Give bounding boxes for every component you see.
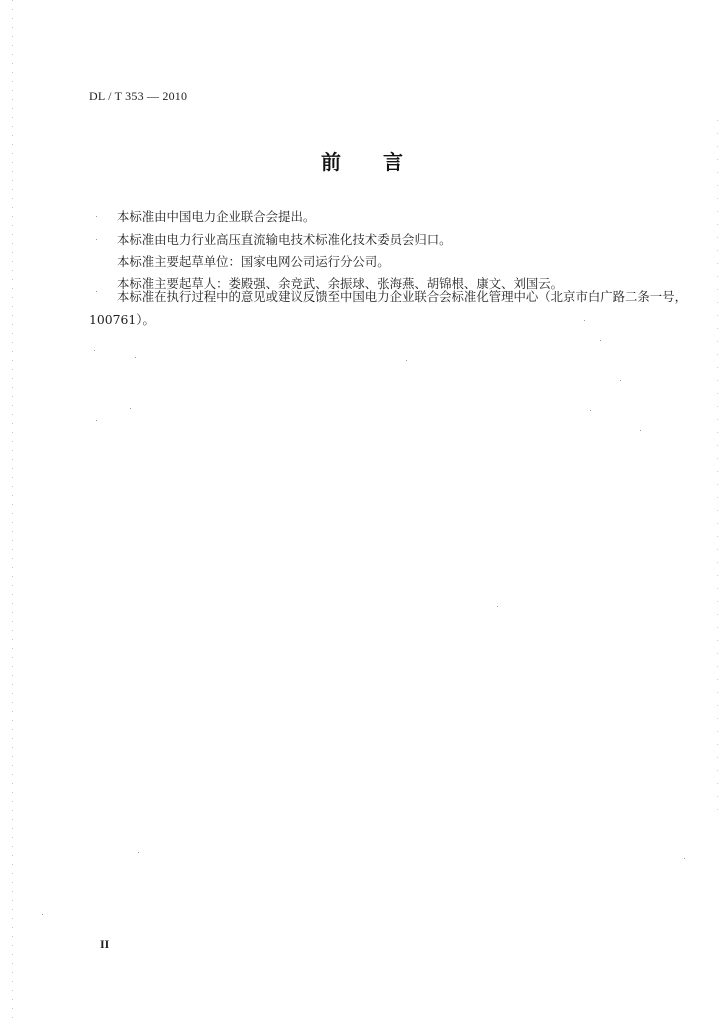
paragraph-feedback: 本标准在执行过程中的意见或建议反馈至中国电力企业联合会标准化管理中心（北京市白广路二条一号，100761）。 (89, 289, 687, 327)
scan-speck (590, 410, 591, 411)
title-char-1: 前 (321, 150, 341, 174)
paragraph-drafters: 本标准主要起草人：娄殿强、余竞武、余振球、张海燕、胡锦根、康文、刘国云。 (117, 276, 564, 291)
scan-speck (96, 291, 97, 292)
page-number: II (100, 937, 110, 951)
scan-speck (96, 216, 97, 217)
scan-speck (42, 914, 43, 915)
scan-speck (620, 380, 621, 381)
paragraph-centralized: 本标准由电力行业高压直流输电技术标准化技术委员会归口。 (117, 232, 452, 247)
scan-speck (96, 420, 97, 421)
scan-speck (94, 350, 95, 351)
scan-speck (406, 360, 407, 361)
scan-speck (130, 408, 131, 409)
scan-speck (96, 239, 97, 240)
scan-speck (497, 606, 498, 607)
title-char-2: 言 (383, 150, 403, 174)
scan-speck (600, 340, 601, 341)
scan-speck (135, 357, 136, 358)
scan-speck (138, 852, 139, 853)
paragraph-drafting-unit: 本标准主要起草单位：国家电网公司运行分公司。 (117, 254, 390, 269)
page-title (0, 146, 724, 175)
scan-speck (684, 858, 685, 859)
scan-edge-right (717, 120, 718, 820)
scan-speck (584, 320, 585, 321)
paragraph-proposer: 本标准由中国电力企业联合会提出。 (117, 209, 316, 224)
document-code: DL / T 353 — 2010 (89, 89, 188, 103)
scan-speck (640, 430, 641, 431)
